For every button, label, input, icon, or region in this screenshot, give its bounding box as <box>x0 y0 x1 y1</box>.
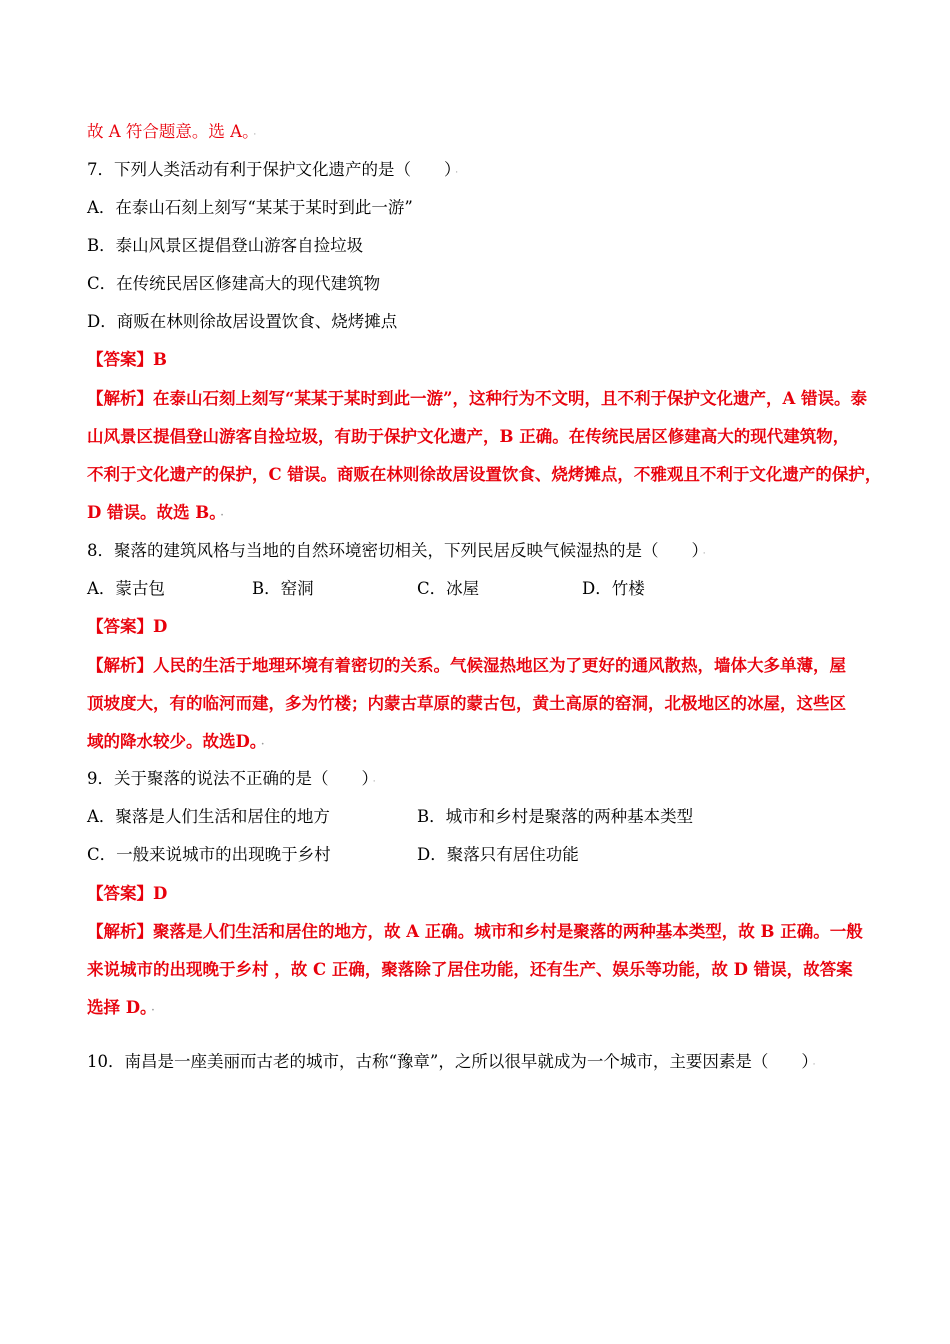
question-9-stem: 9．关于聚落的说法不正确的是（ ） · <box>87 769 376 788</box>
question-8-option-b: B．窑洞 <box>252 579 314 598</box>
question-9-analysis-line-2: 来说城市的出现晚于乡村 ，故 C 正确，聚落除了居住功能，还有生产、娱乐等功能，故 D 错误，故答案 <box>87 960 853 979</box>
question-7-analysis-line-4: D 错误。故选 B。 · <box>87 503 224 522</box>
question-8-option-d: D．竹楼 <box>582 579 645 598</box>
question-9-options-row-2 <box>87 843 867 867</box>
question-7-analysis-line-2: 山风景区提倡登山游客自捡垃圾，有助于保护文化遗产，B 正确。在传统民居区修建高大的现代建筑物， <box>87 427 850 446</box>
question-9-option-d: D．聚落只有居住功能 <box>417 845 579 864</box>
question-7-option-c: C．在传统民居区修建高大的现代建筑物 <box>87 274 381 293</box>
question-8-analysis-line-3: 域的降水较少。故选D。 · <box>87 732 265 751</box>
question-7-option-b: B．泰山风景区提倡登山游客自捡垃圾 <box>87 236 364 255</box>
question-9-option-b: B．城市和乡村是聚落的两种基本类型 <box>417 807 694 826</box>
question-7-analysis-line-1: 【解析】在泰山石刻上刻写“某某于某时到此一游”，这种行为不文明，且不利于保护文化遗产，A 错误。泰 <box>87 389 868 408</box>
question-8-option-a: A．蒙古包 <box>87 579 165 598</box>
question-9-option-a: A．聚落是人们生活和居住的地方 <box>87 807 330 826</box>
question-8-option-c: C．冰屋 <box>417 579 480 598</box>
question-8-answer: 【答案】D <box>87 617 168 636</box>
question-8-analysis-line-2: 顶坡度大，有的临河而建，多为竹楼；内蒙古草原的蒙古包，黄土高原的窑洞，北极地区的冰屋，这些区 <box>87 694 846 713</box>
question-8-options <box>87 577 867 601</box>
question-10-stem: 10．南昌是一座美丽而古老的城市，古称“豫章”，之所以很早就成为一个城市，主要因素是（ ） · <box>87 1052 816 1071</box>
question-7-analysis-line-3: 不利于文化遗产的保护，C 错误。商贩在林则徐故居设置饮食、烧烤摊点，不雅观且不利于文化遗产的保护， <box>87 465 882 484</box>
question-8-analysis-line-1: 【解析】人民的生活于地理环境有着密切的关系。气候湿热地区为了更好的通风散热，墙体大多单薄，屋 <box>87 656 846 675</box>
question-8-stem: 8．聚落的建筑风格与当地的自然环境密切相关，下列民居反映气候湿热的是（ ） · <box>87 541 706 560</box>
question-7-option-a: A．在泰山石刻上刻写“某某于某时到此一游” <box>87 198 413 217</box>
question-9-options-row-1 <box>87 805 867 829</box>
question-9-option-c: C．一般来说城市的出现晚于乡村 <box>87 845 331 864</box>
question-9-analysis-line-3: 选择 D。 · <box>87 998 155 1017</box>
previous-question-conclusion: 故 A 符合题意。选 A。 · <box>87 122 257 141</box>
question-9-analysis-line-1: 【解析】聚落是人们生活和居住的地方，故 A 正确。城市和乡村是聚落的两种基本类型，故 B 正确。一般 <box>87 922 863 941</box>
question-9-answer: 【答案】D <box>87 884 168 903</box>
question-7-answer: 【答案】B <box>87 350 167 369</box>
question-7-stem: 7．下列人类活动有利于保护文化遗产的是（ ） · <box>87 160 459 179</box>
question-7-option-d: D．商贩在林则徐故居设置饮食、烧烤摊点 <box>87 312 398 331</box>
